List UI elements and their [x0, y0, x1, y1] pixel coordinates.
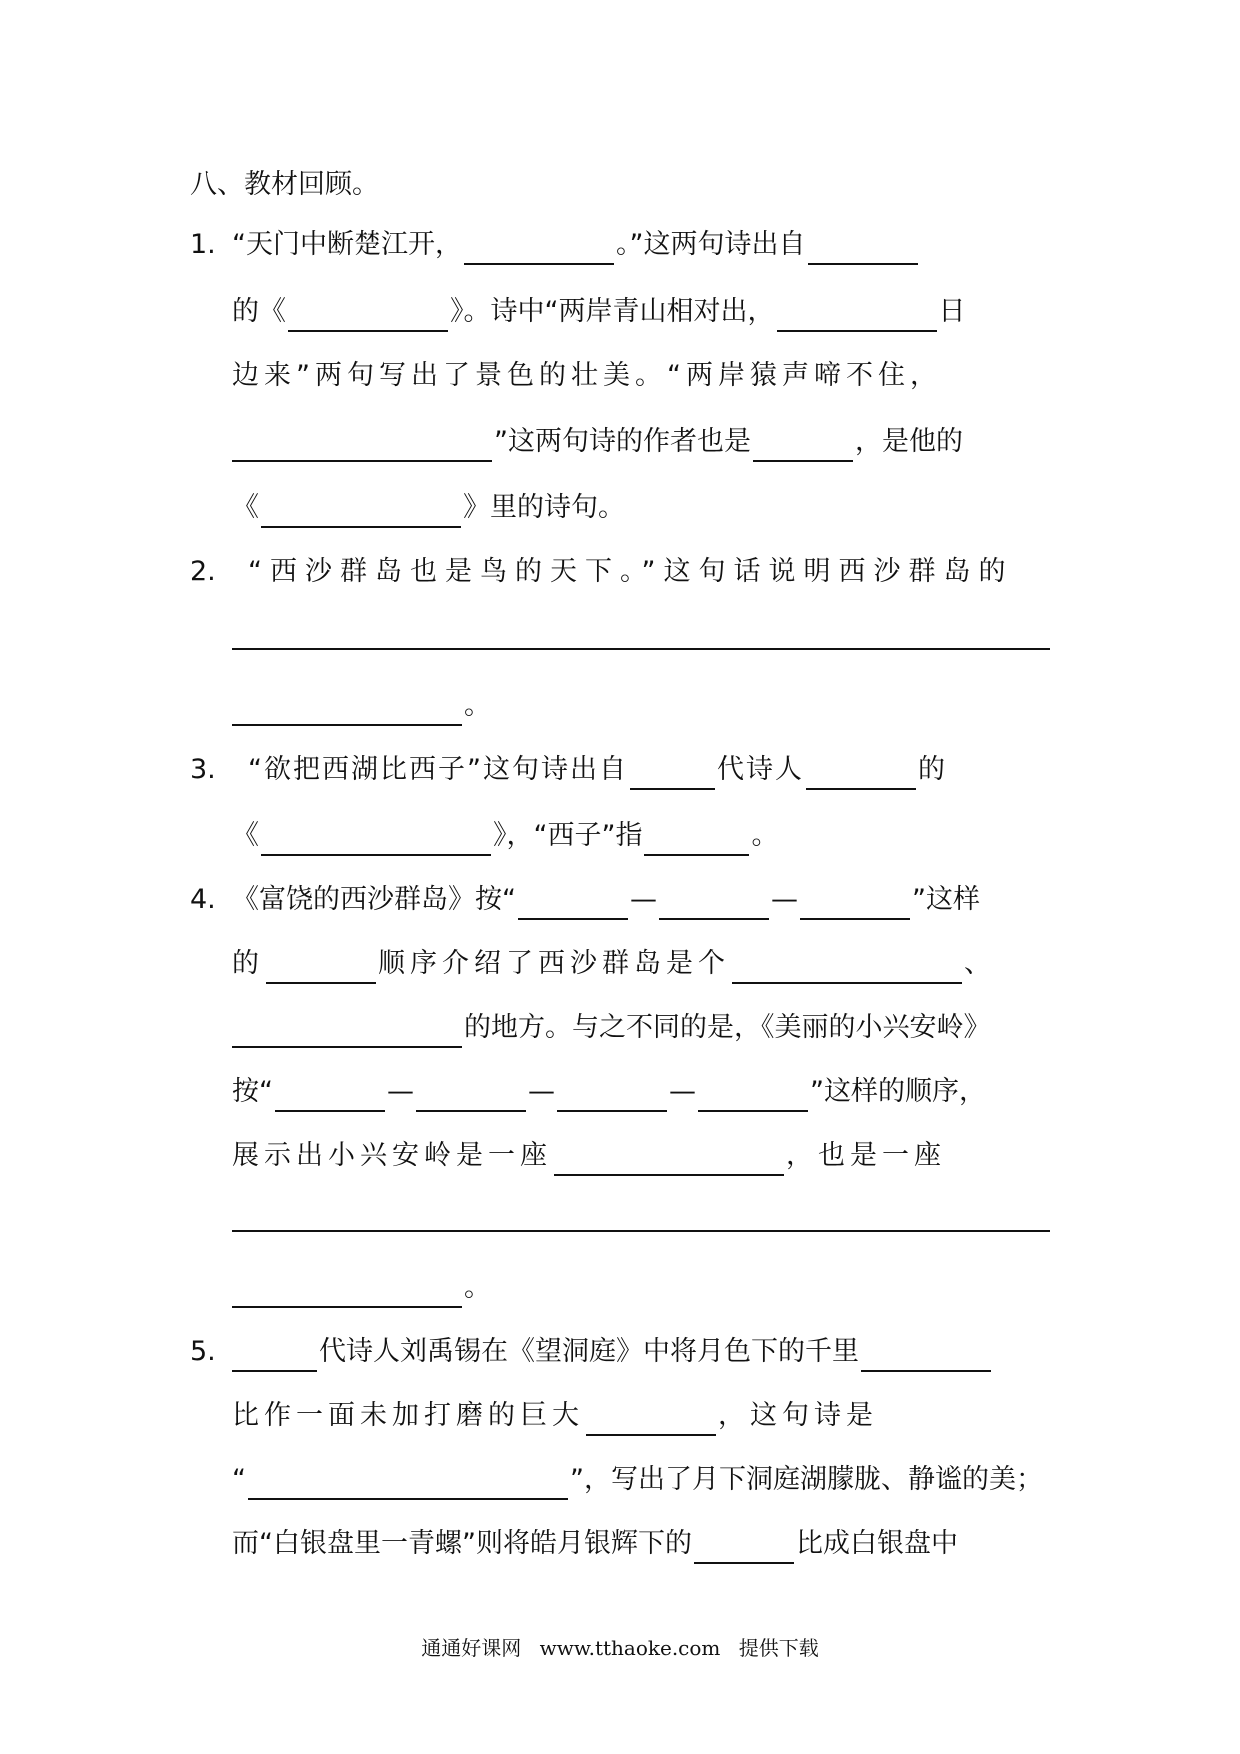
- question-text: ，也是一座: [786, 1140, 946, 1171]
- answer-blank[interactable]: [659, 890, 769, 920]
- question-text: 。: [464, 690, 491, 721]
- question-number: 4.: [190, 884, 216, 915]
- question-text: 》。诗中“两岸青山相对出，: [450, 296, 775, 327]
- question-text: 比成白银盘中: [795, 1528, 958, 1559]
- question-text: ”，写出了月下洞庭湖朦胧、静谧的美；: [570, 1464, 1043, 1495]
- answer-blank[interactable]: [275, 1082, 385, 1112]
- answer-line[interactable]: [232, 648, 1050, 650]
- answer-blank[interactable]: [232, 432, 492, 462]
- answer-blank[interactable]: [861, 1342, 991, 1372]
- question-text: 。: [751, 820, 779, 851]
- question-text: “: [232, 1464, 246, 1495]
- question-text: 代诗人刘禹锡在《望洞庭》中将月色下的千里: [319, 1336, 859, 1367]
- answer-blank[interactable]: [232, 1278, 462, 1308]
- question-text: “西沙群岛也是鸟的天下。”这句话说明西沙群岛的: [248, 556, 1014, 587]
- question-number: 2.: [190, 556, 216, 587]
- question-text: 《富饶的西沙群岛》按“: [232, 884, 516, 915]
- dash: —: [387, 1076, 414, 1107]
- question-text: 代诗人: [716, 754, 804, 785]
- answer-blank[interactable]: [800, 890, 910, 920]
- question-text: 展示出小兴安岭是一座: [232, 1140, 552, 1171]
- question-text: 的: [917, 754, 947, 785]
- answer-blank[interactable]: [232, 696, 462, 726]
- question-text: 、: [964, 948, 996, 979]
- answer-blank[interactable]: [518, 890, 628, 920]
- answer-blank[interactable]: [753, 432, 853, 462]
- answer-blank[interactable]: [232, 1342, 317, 1372]
- question-text: “欲把西湖比西子”这句诗出自: [248, 754, 628, 785]
- question-text: 顺序介绍了西沙群岛是个: [378, 948, 730, 979]
- question-number: 5.: [190, 1336, 216, 1367]
- dash: —: [771, 884, 798, 915]
- answer-blank[interactable]: [248, 1470, 568, 1500]
- footer-url[interactable]: www.tthaoke.com: [539, 1636, 721, 1660]
- footer: [0, 1632, 1240, 1661]
- answer-blank[interactable]: [416, 1082, 526, 1112]
- answer-blank[interactable]: [586, 1406, 716, 1436]
- answer-line[interactable]: [232, 1230, 1050, 1232]
- dash: —: [630, 884, 657, 915]
- question-text: “天门中断楚江开，: [232, 229, 462, 260]
- question-text: 比作一面未加打磨的巨大: [232, 1400, 584, 1431]
- answer-blank[interactable]: [554, 1146, 784, 1176]
- question-text: 而“白银盘里一青螺”则将皓月银辉下的: [232, 1528, 692, 1559]
- question-text: 》，“西子”指: [493, 820, 643, 851]
- answer-blank[interactable]: [732, 954, 962, 984]
- answer-blank[interactable]: [644, 826, 749, 856]
- answer-blank[interactable]: [806, 760, 916, 790]
- answer-blank[interactable]: [557, 1082, 667, 1112]
- answer-blank[interactable]: [777, 302, 937, 332]
- question-text: 《: [232, 820, 259, 851]
- dash: —: [669, 1076, 696, 1107]
- question-text: 。: [464, 1272, 491, 1303]
- answer-blank[interactable]: [464, 235, 614, 265]
- question-text: 按“: [232, 1076, 273, 1107]
- answer-blank[interactable]: [630, 760, 715, 790]
- question-number: 1.: [190, 229, 216, 260]
- section-heading: 八、教材回顾。: [190, 169, 379, 200]
- question-text: ”这两句诗的作者也是: [494, 426, 751, 457]
- footer-note: 提供下载: [738, 1636, 819, 1660]
- answer-blank[interactable]: [232, 1018, 462, 1048]
- question-text: 》里的诗句。: [463, 492, 625, 523]
- answer-blank[interactable]: [698, 1082, 808, 1112]
- question-text: 日: [938, 296, 966, 327]
- question-text: 的: [232, 948, 264, 979]
- answer-blank[interactable]: [261, 826, 491, 856]
- question-text: 边来”两句写出了景色的壮美。“两岸猿声啼不住，: [232, 360, 942, 391]
- answer-blank[interactable]: [261, 498, 461, 528]
- question-text: 《: [232, 492, 259, 523]
- question-text: ”这样: [912, 884, 980, 915]
- footer-site-name: 通通好课网: [421, 1636, 522, 1660]
- question-text: ”这样的顺序，: [810, 1076, 986, 1107]
- answer-blank[interactable]: [266, 954, 376, 984]
- question-text: 的《: [232, 296, 286, 327]
- answer-blank[interactable]: [808, 235, 918, 265]
- question-text: ，这句诗是: [718, 1400, 878, 1431]
- question-text: 。”这两句诗出自: [616, 229, 806, 260]
- answer-blank[interactable]: [694, 1534, 794, 1564]
- question-number: 3.: [190, 754, 216, 785]
- dash: —: [528, 1076, 555, 1107]
- answer-blank[interactable]: [288, 302, 448, 332]
- question-text: 的地方。与之不同的是，《美丽的小兴安岭》: [464, 1012, 991, 1043]
- question-text: ，是他的: [855, 426, 963, 457]
